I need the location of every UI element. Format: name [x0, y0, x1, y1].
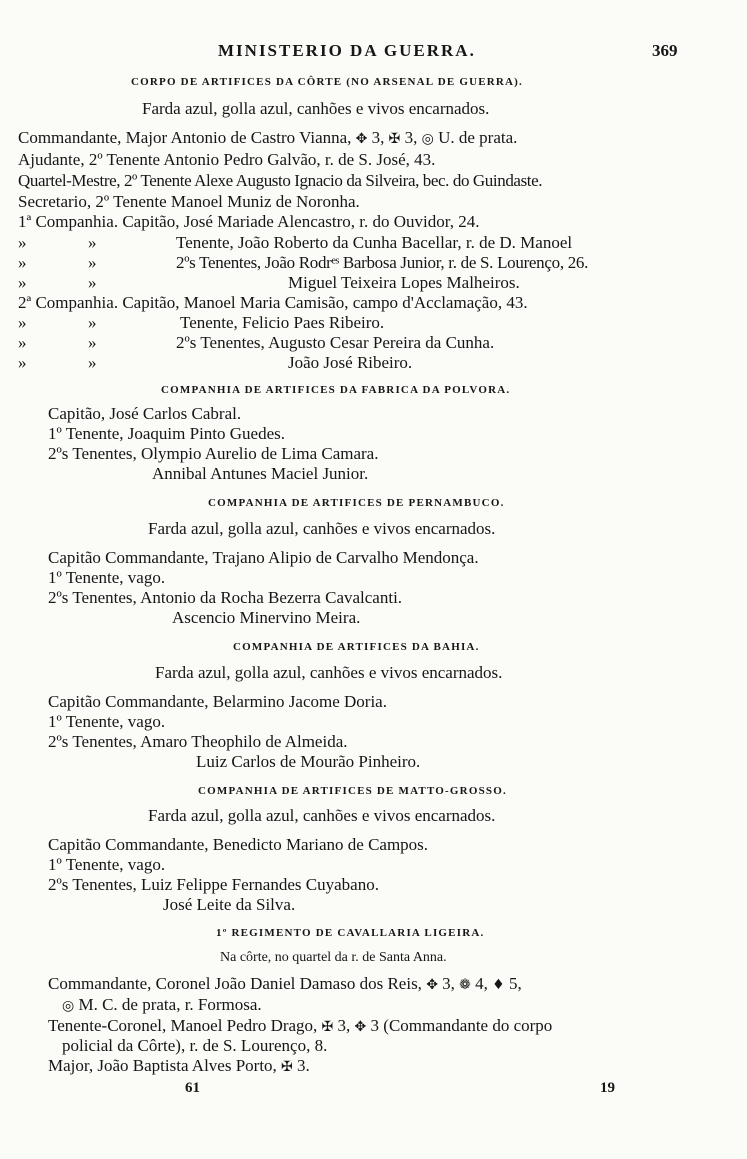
section-heading-pernambuco: COMPANHIA DE ARTIFICES DE PERNAMBUCO.: [208, 497, 505, 509]
ditto-mark: »: [18, 233, 27, 252]
uniform-corte: Farda azul, golla azul, canhões e vivos encarnados.: [142, 99, 490, 118]
entry-line: [18, 128, 517, 149]
ditto-mark: »: [18, 313, 27, 332]
entry-text: 3.: [297, 1056, 310, 1075]
rose-icon: ❁: [459, 977, 471, 993]
entry-line: [48, 1016, 552, 1037]
ditto-mark: »: [88, 313, 97, 332]
location-cavallaria: Na côrte, no quartel da r. de Santa Anna.: [220, 950, 447, 965]
entry-text: 3,: [371, 128, 385, 147]
entry-text: 3,: [442, 974, 455, 993]
entry-line: Capitão, José Carlos Cabral.: [48, 404, 242, 423]
cross-icon: ✥: [426, 977, 438, 993]
maltese-cross-icon: ✠: [388, 131, 401, 147]
entry-line: Ajudante, 2º Tenente Antonio Pedro Galvão, r. de S. José, 43.: [18, 150, 436, 169]
ditto-mark: »: [18, 353, 27, 372]
entry-line: Capitão Commandante, Belarmino Jacome Doria.: [48, 692, 387, 711]
medal-circle-icon: ◎: [421, 131, 434, 147]
entry-line: 2ºs Tenentes, Amaro Theophilo de Almeida.: [48, 732, 348, 751]
entry-line: policial da Côrte), r. de S. Lourenço, 8.: [62, 1036, 328, 1055]
uniform-pernambuco: Farda azul, golla azul, canhões e vivos encarnados.: [148, 519, 496, 538]
maltese-cross-icon: ✠: [281, 1059, 293, 1075]
uniform-matto-grosso: Farda azul, golla azul, canhões e vivos encarnados.: [148, 806, 496, 825]
section-heading-matto-grosso: COMPANHIA DE ARTIFICES DE MATTO-GROSSO.: [198, 785, 507, 797]
ditto-mark: »: [88, 253, 97, 272]
entry-line: Tenente, Felicio Paes Ribeiro.: [180, 313, 385, 332]
entry-text: Tenente-Coronel, Manoel Pedro Drago,: [48, 1016, 318, 1035]
entry-text: M. C. de prata, r. Formosa.: [78, 995, 262, 1014]
entry-line: Quartel-Mestre, 2º Tenente Alexe Augusto Ignacio da Silveira, bec. do Guindaste.: [18, 171, 543, 190]
entry-line: 1º Tenente, vago.: [48, 855, 166, 874]
entry-line: Tenente, João Roberto da Cunha Bacellar, r. de D. Manoel: [176, 233, 573, 252]
ditto-mark: »: [88, 273, 97, 292]
entry-text: 4,: [475, 974, 488, 993]
entry-line: [62, 995, 262, 1016]
entry-line: Annibal Antunes Maciel Junior.: [152, 464, 369, 483]
ditto-mark: »: [18, 273, 27, 292]
entry-line: Secretario, 2º Tenente Manoel Muniz de Noronha.: [18, 192, 360, 211]
maltese-cross-icon: ✠: [321, 1019, 334, 1035]
entry-line: João José Ribeiro.: [288, 353, 413, 372]
entry-line: 1º Tenente, vago.: [48, 712, 166, 731]
entry-line: [48, 1056, 310, 1077]
entry-line: 1ª Companhia. Capitão, José Mariade Alencastro, r. do Ouvidor, 24.: [18, 212, 480, 231]
entry-line: Miguel Teixeira Lopes Malheiros.: [288, 273, 520, 292]
ditto-mark: »: [18, 253, 27, 272]
section-heading-polvora: COMPANHIA DE ARTIFICES DA FABRICA DA POLVORA.: [161, 384, 511, 396]
medal-circle-icon: ◎: [62, 998, 75, 1014]
entry-line: Capitão Commandante, Trajano Alipio de Carvalho Mendonça.: [48, 548, 479, 567]
entry-line: 2ºs Tenentes, Augusto Cesar Pereira da Cunha.: [176, 333, 495, 352]
ditto-mark: »: [88, 333, 97, 352]
section-heading-cavallaria: 1º REGIMENTO DE CAVALLARIA LIGEIRA.: [216, 927, 485, 939]
entry-text: Commandante, Major Antonio de Castro Vianna,: [18, 128, 352, 147]
ditto-mark: »: [88, 353, 97, 372]
page-number: 369: [652, 41, 678, 60]
entry-line: 2ª Companhia. Capitão, Manoel Maria Camisão, campo d'Acclamação, 43.: [18, 293, 528, 312]
entry-text: 3,: [337, 1016, 351, 1035]
entry-line: Luiz Carlos de Mourão Pinheiro.: [196, 752, 421, 771]
entry-line: 1º Tenente, Joaquim Pinto Guedes.: [48, 424, 286, 443]
entry-line: 1º Tenente, vago.: [48, 568, 166, 587]
section-heading-bahia: COMPANHIA DE ARTIFICES DA BAHIA.: [233, 641, 480, 653]
entry-line: Ascencio Minervino Meira.: [172, 608, 361, 627]
entry-line: Capitão Commandante, Benedicto Mariano de Campos.: [48, 835, 429, 854]
entry-line: 2ºs Tenentes, Luiz Felippe Fernandes Cuyabano.: [48, 875, 379, 894]
uniform-bahia: Farda azul, golla azul, canhões e vivos encarnados.: [155, 663, 503, 682]
entry-line: 2ºs Tenentes, Antonio da Rocha Bezerra Cavalcanti.: [48, 588, 403, 607]
section-heading-corte: CORPO DE ARTIFICES DA CÔRTE (NO ARSENAL DE GUERRA).: [131, 76, 524, 88]
entry-line: José Leite da Silva.: [163, 895, 296, 914]
page-title: MINISTERIO DA GUERRA.: [218, 41, 476, 60]
entry-line: 2ºs Tenentes, Olympio Aurelio de Lima Camara.: [48, 444, 379, 463]
entry-text: 3 (Commandante do corpo: [370, 1016, 553, 1035]
ditto-mark: »: [18, 333, 27, 352]
entry-text: 3,: [404, 128, 418, 147]
entry-text: U. de prata.: [438, 128, 518, 147]
signature-left: 61: [185, 1080, 200, 1096]
cross-icon: ✥: [355, 131, 368, 147]
medal-teardrop-icon: ♦: [492, 977, 505, 993]
entry-line: 2ºs Tenentes, João Rodrᵉˢ Barbosa Junior, r. de S. Lourenço, 26.: [176, 253, 589, 272]
entry-line: [48, 974, 522, 995]
signature-right: 19: [600, 1080, 615, 1096]
cross-icon: ✥: [354, 1019, 367, 1035]
entry-text: Commandante, Coronel João Daniel Damaso dos Reis,: [48, 974, 422, 993]
entry-text: Major, João Baptista Alves Porto,: [48, 1056, 277, 1075]
entry-text: 5,: [508, 974, 522, 993]
ditto-mark: »: [88, 233, 97, 252]
